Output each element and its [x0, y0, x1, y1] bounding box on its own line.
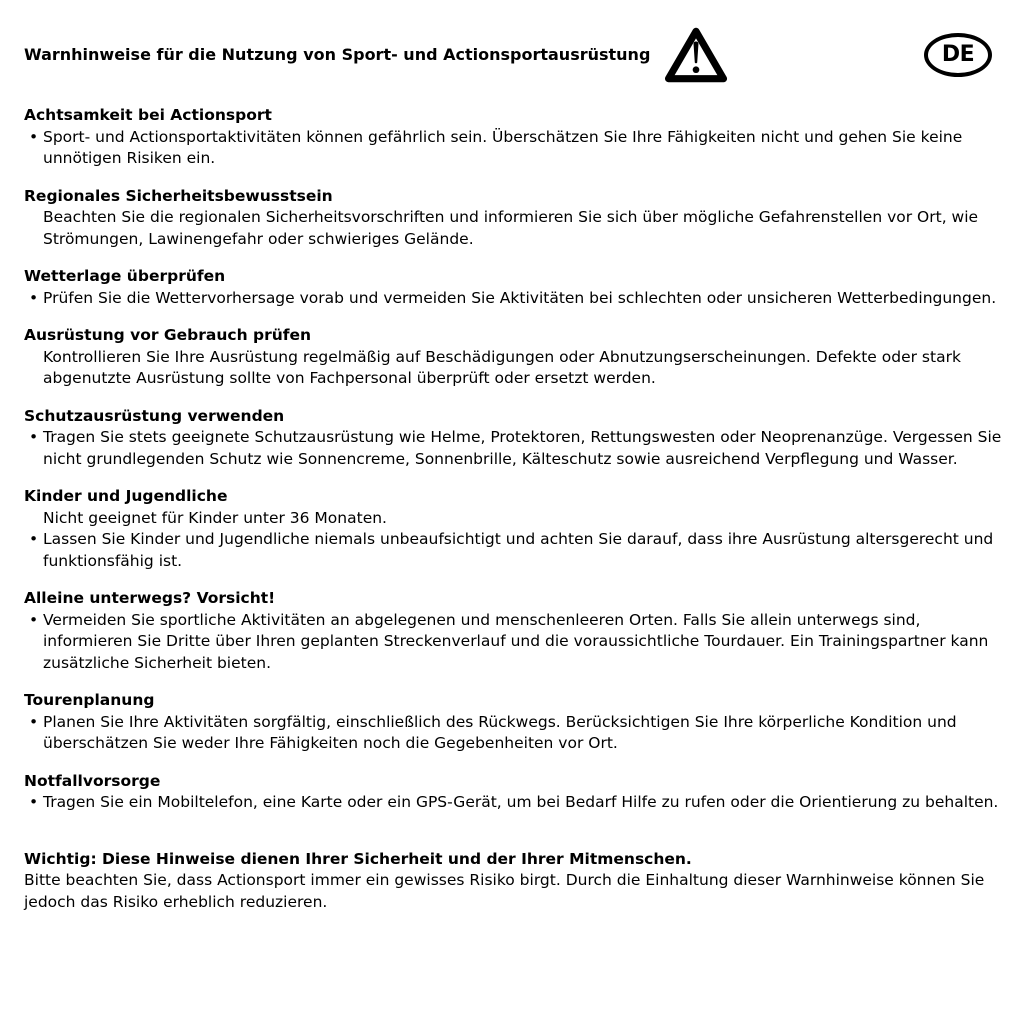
warning-section: [24, 771, 1008, 814]
document-header: [24, 20, 1008, 90]
section-heading: Kinder und Jugendliche: [24, 487, 228, 505]
bullet-marker: •: [29, 712, 39, 731]
page-title: Warnhinweise für die Nutzung von Sport- und Actionsportausrüstung: [24, 45, 651, 65]
section-heading: Tourenplanung: [24, 691, 155, 709]
bullet-marker: •: [29, 793, 39, 811]
item-text: Beachten Sie die regionalen Sicherheitsvorschriften und informieren Sie sich über mögliche Gefahrenstellen vor Ort, wie Strömungen, Lawinengefahr oder schwieriges Gelände.: [43, 208, 979, 248]
bullet-item: [24, 288, 1008, 310]
item-text: Prüfen Sie die Wettervorhersage vorab und vermeiden Sie Aktivitäten bei schlechten oder unsicheren Wetterbedingungen.: [43, 288, 997, 307]
indented-item: [24, 347, 1008, 390]
warning-section: [24, 325, 1008, 390]
item-text: Tragen Sie stets geeignete Schutzausrüstung wie Helme, Protektoren, Rettungswesten oder Neoprenanzüge. Vergessen Sie nicht grundlegenden Schutz wie Sonnencreme, Sonnenbrille, Kälteschutz sowie ausreichend Verpflegung und Wasser.: [43, 428, 1002, 468]
section-heading: Regionales Sicherheitsbewusstsein: [24, 186, 333, 205]
indented-item: [24, 508, 1008, 530]
warning-section: [24, 266, 1008, 309]
section-heading: Wetterlage überprüfen: [24, 267, 226, 285]
footer-emphasis: Wichtig: Diese Hinweise dienen Ihrer Sicherheit und der Ihrer Mitmenschen.: [24, 849, 692, 868]
item-text: Planen Sie Ihre Aktivitäten sorgfältig, einschließlich des Rückwegs. Berücksichtigen Sie Ihre körperliche Kondition und überschätzen Sie weder Ihre Fähigkeiten noch die Gegebenheiten vor Ort.: [43, 712, 957, 752]
document-footer: [24, 849, 1008, 914]
warning-section: [24, 406, 1008, 471]
bullet-marker: •: [29, 127, 39, 146]
bullet-marker: •: [29, 530, 39, 548]
warning-section: [24, 105, 1008, 170]
bullet-marker: •: [29, 288, 39, 307]
indented-item: [24, 207, 1008, 250]
bullet-marker: •: [29, 610, 39, 629]
bullet-marker: •: [29, 428, 39, 446]
section-heading: Notfallvorsorge: [24, 771, 161, 790]
item-text: Kontrollieren Sie Ihre Ausrüstung regelmäßig auf Beschädigungen oder Abnutzungserscheinungen. Defekte oder stark abgenutzte Ausrüstung sollte von Fachpersonal überprüft oder ersetzt werden.: [43, 347, 961, 387]
item-text: Vermeiden Sie sportliche Aktivitäten an abgelegenen und menschenleeren Orten. Falls Sie allein unterwegs sind, informieren Sie Dritte über Ihren geplanten Streckenverlauf und die voraussichtliche Tourdauer. Ein Trainingspartner kann zusätzliche Sicherheit bieten.: [43, 610, 989, 672]
language-badge-label: DE: [941, 42, 975, 68]
item-text: Lassen Sie Kinder und Jugendliche niemals unbeaufsichtigt und achten Sie darauf, dass ihre Ausrüstung altersgerecht und funktionsfähig ist.: [43, 530, 994, 570]
bullet-item: [24, 427, 1008, 470]
language-badge: [924, 33, 992, 77]
warning-section: [24, 588, 1008, 674]
bullet-item: [24, 529, 1008, 572]
bullet-item: [24, 792, 1008, 814]
bullet-item: [24, 712, 1008, 755]
footer-text: Bitte beachten Sie, dass Actionsport immer ein gewisses Risiko birgt. Durch die Einhaltung dieser Warnhinweise können Sie jedoch das Risiko erheblich reduzieren.: [24, 871, 985, 911]
warning-section: [24, 186, 1008, 251]
item-text: Nicht geeignet für Kinder unter 36 Monaten.: [43, 508, 387, 527]
bullet-item: [24, 610, 1008, 675]
section-heading: Alleine unterwegs? Vorsicht!: [24, 589, 276, 607]
warning-section: [24, 690, 1008, 755]
bullet-item: [24, 127, 1008, 170]
sections: [24, 105, 1008, 814]
item-text: Sport- und Actionsportaktivitäten können gefährlich sein. Überschätzen Sie Ihre Fähigkeiten nicht und gehen Sie keine unnötigen Risiken ein.: [43, 127, 963, 167]
warning-section: [24, 486, 1008, 572]
section-heading: Schutzausrüstung verwenden: [24, 406, 285, 425]
warning-triangle-icon: [664, 25, 728, 85]
section-heading: Ausrüstung vor Gebrauch prüfen: [24, 326, 312, 344]
item-text: Tragen Sie ein Mobiltelefon, eine Karte oder ein GPS-Gerät, um bei Bedarf Hilfe zu rufen oder die Orientierung zu behalten.: [43, 793, 999, 811]
section-heading: Achtsamkeit bei Actionsport: [24, 106, 272, 124]
